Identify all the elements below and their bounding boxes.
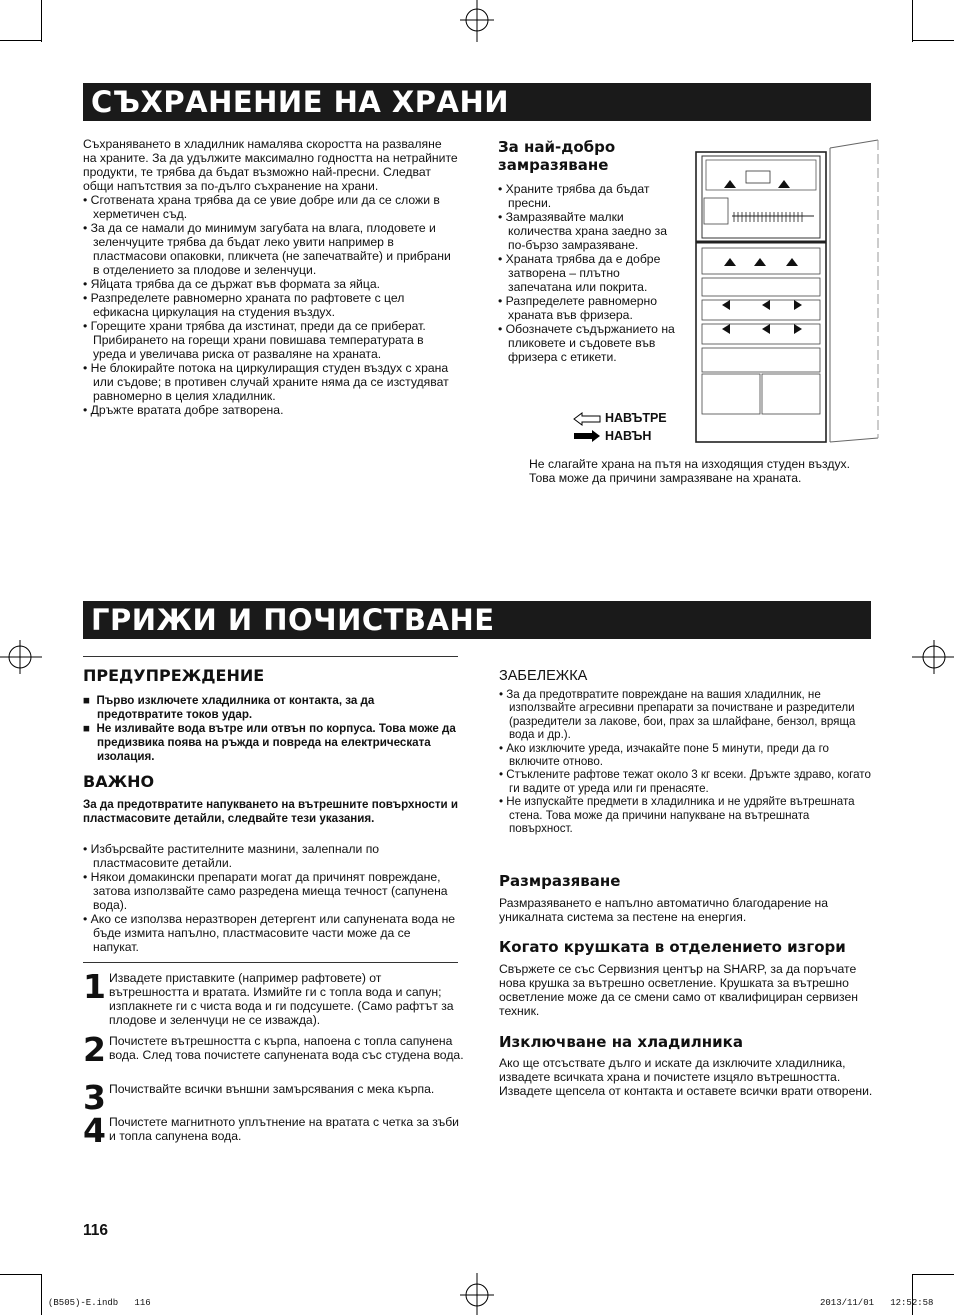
list-item: • За да предотвратите повреждане на вашия хладилник, не използвайте агресивни препарати за почистване и разредители (разредители за лакове, бои, прах за шлайфане, бензол, вряща вода и др.). [499, 688, 856, 742]
list-item: • Стъклените рафтове тежат около 3 кг всеки. Дръжте здраво, когато ги вадите от уреда или ги пренасяте. [499, 768, 871, 795]
important-intro: За да предотвратите напукването на вътрешните повърхности и пластмасовите детайли, следвайте тези указания. [83, 798, 458, 825]
step-text: Почиствайте всички външни замърсявания с мека кърпа. [109, 1082, 435, 1096]
important-heading: ВАЖНО [83, 772, 155, 791]
important-list [83, 842, 458, 954]
list-item: • Ако се използва неразтворен детергент или сапунената вода не бъде измита напълно, пластмасовите части може да се напукат. [83, 912, 456, 954]
list-item: • За да се намали до минимум загубата на влага, плодовете и зеленчуците трябва да бъдат леко увити например в пластмасови опаковки, пликчета (не запечатвайте) и прибрани в отделението за плодове и зеленчуци. [83, 221, 451, 277]
intro-paragraph: Съхраняването в хладилник намалява скоростта на разваляне на храните. За да удължите максимално годността на нетрайните продукти, те трябва да бъдат възможно най-пресни. Следват общи напътствия за по-дълго съхранение на храни. [83, 137, 458, 193]
list-item: • Дръжте вратата добре затворена. [83, 403, 284, 417]
list-item: • Ако изключите уреда, изчакайте поне 5 минути, преди да го включите отново. [499, 741, 829, 769]
list-item: • Не изпускайте предмети в хладилника и не удряйте вътрешната стена. Това може да причини напукване на вътрешната повърхност. [499, 795, 855, 836]
bulb-text: Свържете се със Сервизния център на SHARP, за да поръчате нова крушка за вътрешно осветление. Крушката за вътрешно осветление може да се смени само от квалифициран сервизен техник. [499, 962, 858, 1018]
registration-mark-right [912, 636, 954, 678]
list-item: • Разпределете равномерно храната по рафтовете с цел ефикасна циркулация на студения въздух. [83, 291, 405, 319]
food-storage-text [83, 137, 458, 417]
list-item: • Храните трябва да бъдат пресни. [498, 182, 650, 210]
step-number: 2 [83, 1030, 106, 1069]
list-item: • Сготвената храна трябва да се увие добре или да се сложи в херметичен съд. [83, 193, 440, 221]
list-item: • Обозначете съдържанието на пликовете и съдовете във фризера с етикети. [498, 322, 675, 364]
diagram-caption: Не слагайте храна на пътя на изходящия студен въздух. Това може да причини замразяване на храната. [529, 457, 851, 485]
divider [83, 962, 458, 963]
list-item: • Не блокирайте потока на циркулиращия студен въздух с храна или съдове; в противен случай храните няма да се изстудяват равномерно в целия хладилник. [83, 361, 449, 403]
section-title-food-storage: СЪХРАНЕНИЕ НА ХРАНИ [91, 85, 510, 119]
freeze-list [498, 182, 684, 364]
section-title-banner [83, 83, 871, 121]
list-item: • Някои домакински препарати могат да причинят повреждане, затова използвайте само разредена миеща течност (сапунена вода). [83, 870, 448, 912]
legend-arrows-icon [572, 412, 602, 444]
footer-file-info: (B505)-E.indb 116 [48, 1298, 151, 1308]
warning-list [83, 694, 458, 764]
page-number: 116 [83, 1222, 109, 1239]
step-text: Извадете приставките (например рафтовете) от вътрешността и вратата. Измийте ги с топла вода и сапун; изплакнете ги с чиста вода и ги подсушете. (Само рафтът за плодове и зеленчуци не се изважда). [109, 971, 454, 1027]
legend-inward-label: НАВЪТРЕ [605, 411, 667, 425]
power-off-heading: Изключване на хладилника [499, 1033, 743, 1051]
step-text: Почистете вътрешността с кърпа, напоена с топла сапунена вода. След това почистете сапунената вода със студена вода. [109, 1034, 464, 1062]
refrigerator-airflow-diagram [694, 138, 882, 448]
list-item: • Разпределете равномерно храната във фризера. [498, 294, 658, 322]
divider [83, 656, 458, 657]
list-item: • Храната трябва да е добре затворена – плътно запечатана или покрита. [498, 252, 661, 294]
footer-timestamp: 2013/11/01 12:52:58 [820, 1298, 934, 1308]
legend-outward-label: НАВЪН [605, 429, 652, 443]
registration-mark-left [0, 636, 42, 678]
step-number: 3 [83, 1078, 106, 1117]
list-item: • Избърсвайте растителните мазнини, залепнали по пластмасовите детайли. [83, 842, 380, 870]
list-item: ■ Не изливайте вода вътре или отвън по корпуса. Това може да предизвика поява на ръжда и повреда на електрическата изолация. [83, 722, 456, 763]
warning-heading: ПРЕДУПРЕЖДЕНИЕ [83, 666, 265, 685]
step-text: Почистете магнитното уплътнение на вратата с четка за зъби и топла сапунена вода. [109, 1115, 459, 1143]
note-heading: ЗАБЕЛЕЖКА [499, 668, 588, 684]
defrost-heading: Размразяване [499, 872, 621, 890]
list-item: • Замразявайте малки количества храна заедно за по-бързо замразяване. [498, 210, 667, 252]
step-number: 1 [83, 967, 106, 1006]
freeze-heading: За най-добро замразяване [498, 138, 616, 174]
registration-mark-top [456, 0, 498, 42]
list-item: • Горещите храни трябва да изстинат, преди да се приберат. Прибирането на горещи храни повишава температурата в уреда и увеличава риска от разваляне на храната. [83, 319, 426, 361]
bulb-heading: Когато крушката в отделението изгори [499, 938, 846, 956]
step-number: 4 [83, 1111, 106, 1150]
power-off-text: Ако ще отсъствате дълго и искате да изключите хладилника, извадете всичката храна и почистете изцяло вътрешността. Извадете щепсела от контакта и оставете всички врати отворени. [499, 1056, 873, 1098]
list-item: • Яйцата трябва да се държат във формата за яйца. [83, 277, 381, 291]
list-item: ■ Първо изключете хладилника от контакта, за да предотвратите токов удар. [83, 694, 375, 721]
note-list [499, 688, 871, 835]
section-title-care-cleaning: ГРИЖИ И ПОЧИСТВАНЕ [91, 603, 495, 637]
section-title-banner [83, 601, 871, 639]
defrost-text: Размразяването е напълно автоматично благодарение на уникалната система за пестене на енергия. [499, 896, 829, 924]
registration-mark-bottom [456, 1273, 498, 1315]
